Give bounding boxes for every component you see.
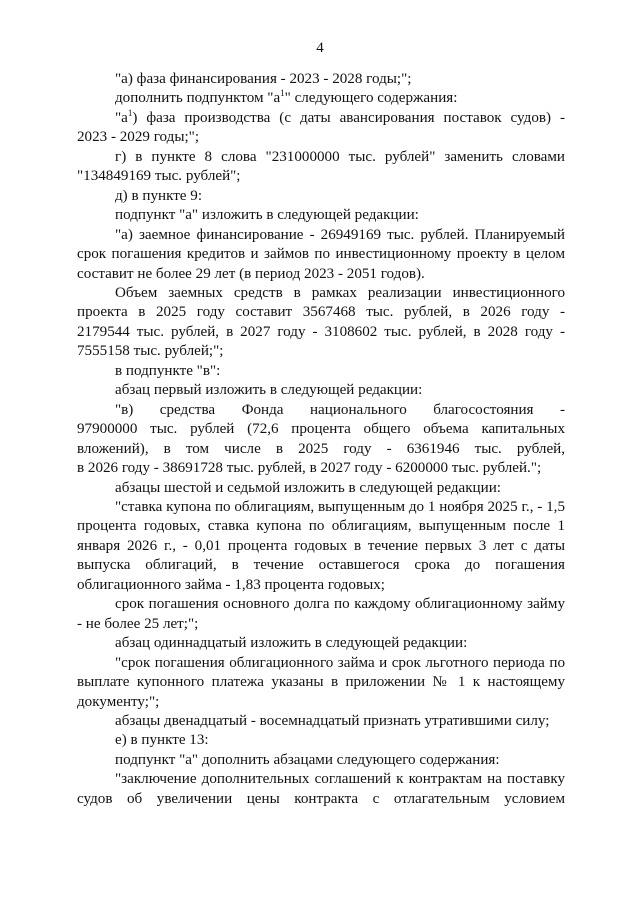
paragraph: "ставка купона по облигациям, выпущенным до 1 ноября 2025 г., - 1,5 процента годовых, ставка купона по облигациям, выпущенным после 1 января 2026 г., - 0,01 процента годовых в течение первых 3 лет с даты выпуска облигаций, в течение оставшегося срока до погашения облигационного займа - 1,83 процента годовых; (77, 498, 565, 593)
paragraph: Объем заемных средств в рамках реализации инвестиционного проекта в 2025 году составит 3567468 тыс. рублей, в 2026 году - 2179544 тыс. рублей, в 2027 году - 3108602 тыс. рублей, в 2028 году - 7555158 тыс. рублей;"; (77, 284, 565, 360)
paragraph: "$а^1$) фаза производства (с даты авансирования поставок судов) - 2023 - 2029 годы;"; (77, 107, 565, 146)
paragraph: абзац первый изложить в следующей редакции: (115, 382, 423, 399)
paragraph: "срок погашения облигационного займа и срок льготного периода по выплате купонного платежа указаны в приложении № 1 к настоящему документу;"; (77, 654, 565, 710)
paragraph: "заключение дополнительных соглашений к контрактам на поставку судов об увеличении цены контракта с отлагательным условием (77, 771, 565, 807)
paragraph: абзацы двенадцатый - восемнадцатый признать утратившими силу; (115, 712, 550, 729)
paragraph: подпункт "а" дополнить абзацами следующего содержания: (115, 751, 500, 768)
paragraph: "а) фаза финансирования - 2023 - 2028 годы;"; (115, 71, 412, 87)
paragraph: г) в пункте 8 слова "231000000 тыс. рублей" заменить словами "134849169 тыс. рублей"; (77, 148, 565, 185)
paragraph: в подпункте "в": (115, 362, 221, 379)
superscript: 1 (127, 107, 133, 118)
page-number: 4 (316, 40, 324, 56)
paragraph: дополнить подпунктом "$а^1$" следующего содержания: (115, 88, 458, 107)
document-body (77, 70, 565, 809)
superscript: 1 (280, 88, 285, 99)
paragraph: срок погашения основного долга по каждому облигационному займу - не более 25 лет;"; (77, 596, 565, 632)
paragraph: подпункт "а" изложить в следующей редакции: (115, 207, 419, 224)
paragraph: абзац одиннадцатый изложить в следующей редакции: (115, 635, 468, 652)
paragraph: абзацы шестой и седьмой изложить в следующей редакции: (115, 479, 501, 496)
paragraph: "а) заемное финансирование - 26949169 тыс. рублей. Планируемый срок погашения кредитов и займов по инвестиционному проекту в целом составит не более 29 лет (в период 2023 - 2051 годов). (77, 226, 565, 282)
paragraph: д) в пункте 9: (115, 187, 203, 204)
paragraph: "в) средства Фонда национального благосостояния - 97900000 тыс. рублей (72,6 процента общего объема капитальных вложений), в том числе в 2025 году - 6361946 тыс. рублей, в 2026 году - 38691728 тыс. рублей, в 2027 году - 6200000 тыс. рублей."; (77, 401, 565, 477)
paragraph: е) в пункте 13: (115, 732, 209, 749)
